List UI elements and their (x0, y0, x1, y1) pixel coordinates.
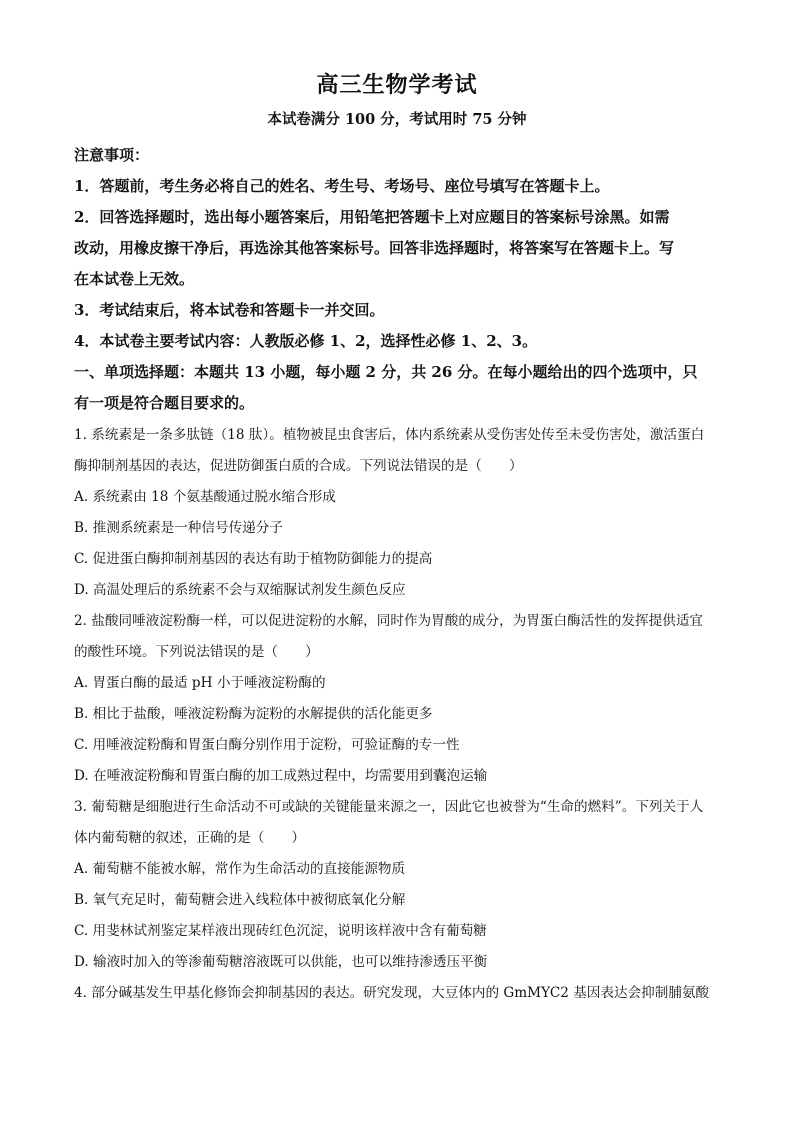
option-b: B. 相比于盐酸，唾液淀粉酶为淀粉的水解提供的活化能更多 (74, 706, 433, 722)
option-c: C. 促进蛋白酶抑制剂基因的表达有助于植物防御能力的提高 (74, 551, 433, 567)
notice-item: 在本试卷上无效。 (74, 270, 195, 288)
notice-block (74, 140, 728, 419)
option-d: D. 高温处理后的系统素不会与双缩脲试剂发生颜色反应 (74, 582, 406, 598)
exam-subtitle: 本试卷满分 100 分，考试用时 75 分钟 (267, 111, 527, 128)
option-b: B. 推测系统素是一种信号传递分子 (74, 520, 283, 536)
option-b: B. 氧气充足时，葡萄糖会进入线粒体中被彻底氧化分解 (74, 892, 406, 908)
section-heading: 一、单项选择题：本题共 13 小题，每小题 2 分，共 26 分。在每小题给出的四个选项中，只 (74, 363, 698, 381)
option-d: D. 在唾液淀粉酶和胃蛋白酶的加工成熟过程中，均需要用到囊泡运输 (74, 768, 488, 784)
question-3 (74, 792, 728, 978)
question-stem: 酶抑制剂基因的表达，促进防御蛋白质的合成。下列说法错误的是（ ） (74, 458, 523, 474)
question-list (74, 420, 728, 1009)
question-4 (74, 978, 728, 1009)
exam-title: 高三生物学考试 (316, 72, 478, 98)
question-stem: 2. 盐酸同唾液淀粉酶一样，可以促进淀粉的水解，同时作为胃酸的成分，为胃蛋白酶活性的发挥提供适宜 (74, 613, 704, 629)
question-stem: 4. 部分碱基发生甲基化修饰会抑制基因的表达。研究发现，大豆体内的 GmMYC2 基因表达会抑制脯氨酸 (74, 985, 710, 1001)
question-1 (74, 420, 728, 606)
notice-heading: 注意事项： (74, 146, 150, 164)
question-2 (74, 606, 728, 792)
question-stem: 1. 系统素是一条多肽链（18 肽）。植物被昆虫食害后，体内系统素从受伤害处传至未受伤害处，激活蛋白 (74, 427, 705, 443)
question-stem: 3. 葡萄糖是细胞进行生命活动不可或缺的关键能量来源之一，因此它也被誉为“生命的燃料”。下列关于人 (74, 799, 704, 815)
option-a: A. 胃蛋白酶的最适 pH 小于唾液淀粉酶的 (74, 675, 326, 691)
option-d: D. 输液时加入的等渗葡萄糖溶液既可以供能，也可以维持渗透压平衡 (74, 954, 488, 970)
question-stem: 体内葡萄糖的叙述，正确的是（ ） (74, 830, 306, 846)
option-c: C. 用唾液淀粉酶和胃蛋白酶分别作用于淀粉，可验证酶的专一性 (74, 737, 460, 753)
notice-item: 4．本试卷主要考试内容：人教版必修 1、2，选择性必修 1、2、3。 (74, 332, 538, 350)
option-a: A. 葡萄糖不能被水解，常作为生命活动的直接能源物质 (74, 861, 406, 877)
notice-item: 3．考试结束后，将本试卷和答题卡一并交回。 (74, 301, 385, 319)
option-c: C. 用斐林试剂鉴定某样液出现砖红色沉淀，说明该样液中含有葡萄糖 (74, 923, 487, 939)
option-a: A. 系统素由 18 个氨基酸通过脱水缩合形成 (74, 489, 336, 505)
notice-item: 2．回答选择题时，选出每小题答案后，用铅笔把答题卡上对应题目的答案标号涂黑。如需 (74, 208, 670, 226)
question-stem: 的酸性环境。下列说法错误的是（ ） (74, 644, 319, 660)
notice-item: 1．答题前，考生务必将自己的姓名、考生号、考场号、座位号填写在答题卡上。 (74, 177, 610, 195)
notice-item: 改动，用橡皮擦干净后，再选涂其他答案标号。回答非选择题时，将答案写在答题卡上。写 (74, 239, 675, 257)
section-heading: 有一项是符合题目要求的。 (74, 394, 255, 412)
